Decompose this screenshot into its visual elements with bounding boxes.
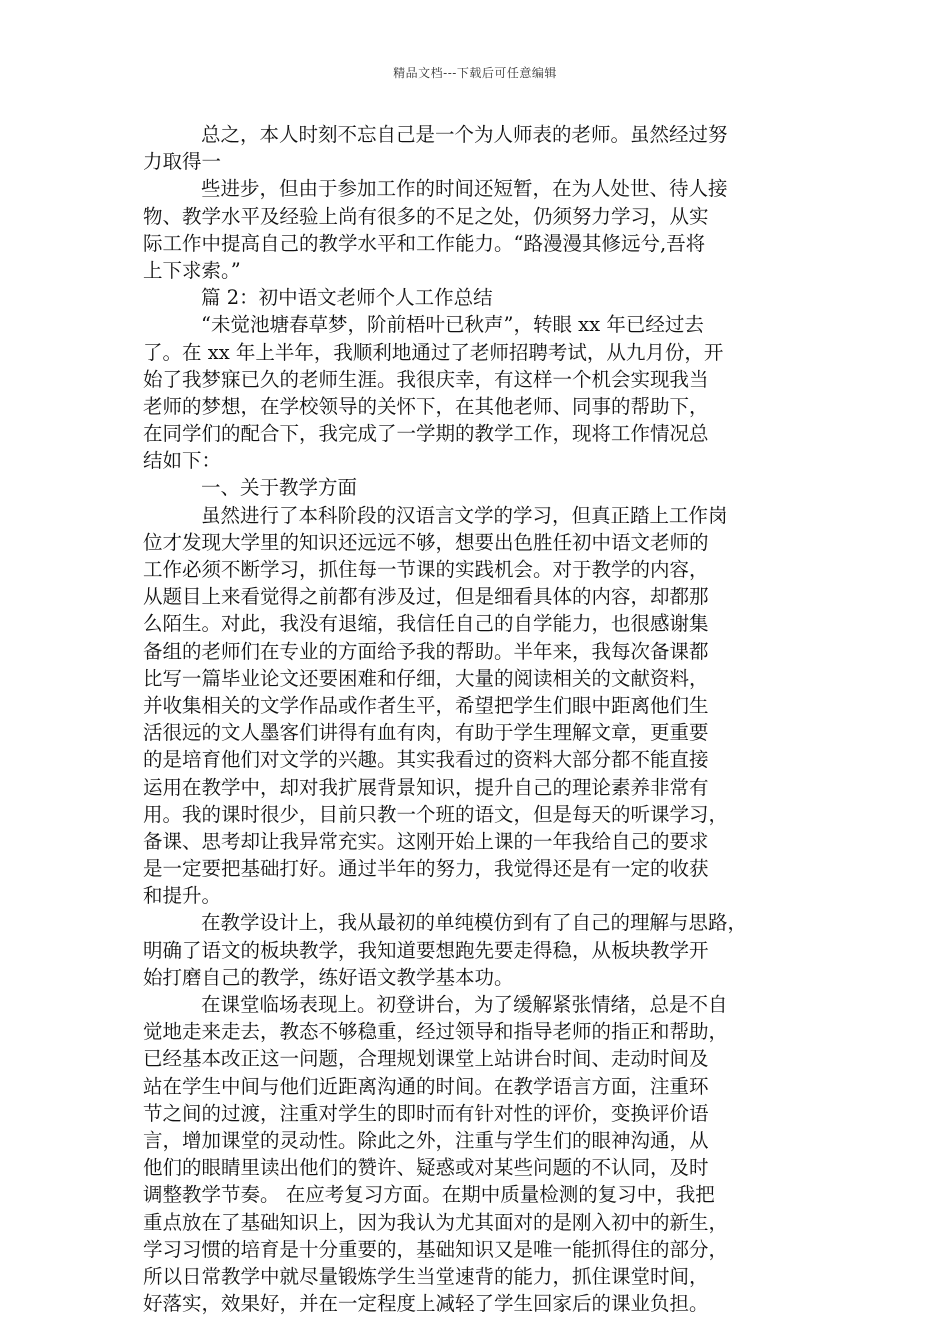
- text-line: 物、教学水平及经验上尚有很多的不足之处，仍须努力学习，从实: [143, 204, 709, 228]
- text-line: 上下求索。”: [143, 258, 241, 282]
- text-line: 是一定要把基础打好。通过半年的努力，我觉得还是有一定的收获: [143, 857, 709, 881]
- text-line: 活很远的文人墨客们讲得有血有肉，有助于学生理解文章，更重要: [143, 721, 709, 745]
- text-line: 一、关于教学方面: [201, 476, 358, 500]
- text-line: 位才发现大学里的知识还远远不够，想要出色胜任初中语文老师的: [143, 530, 709, 554]
- text-line: 他们的眼睛里读出他们的赞许、疑惑或对某些问题的不认同，及时: [143, 1156, 709, 1180]
- text-line: 么陌生。对此，我没有退缩，我信任自己的自学能力，也很感谢集: [143, 612, 709, 636]
- text-line: 和提升。: [143, 884, 222, 908]
- text-line: 在同学们的配合下，我完成了一学期的教学工作，现将工作情况总: [143, 422, 709, 446]
- text-line: 在教学设计上，我从最初的单纯模仿到有了自己的理解与思路，: [201, 911, 748, 935]
- text-line: 老师的梦想，在学校领导的关怀下，在其他老师、同事的帮助下，: [143, 394, 709, 418]
- text-line: 重点放在了基础知识上，因为我认为尤其面对的是刚入初中的新生，: [143, 1210, 729, 1234]
- text-line: 比写一篇毕业论文还要困难和仔细，大量的阅读相关的文献资料，: [143, 666, 709, 690]
- text-line: 并收集相关的文学作品或作者生平，希望把学生们眼中距离他们生: [143, 693, 709, 717]
- text-line: 已经基本改正这一问题，合理规划课堂上站讲台时间、走动时间及: [143, 1047, 709, 1071]
- text-line: 些进步，但由于参加工作的时间还短暂，在为人处世、待人接: [201, 177, 728, 201]
- text-line: 运用在教学中，却对我扩展背景知识，提升自己的理论素养非常有: [143, 775, 709, 799]
- text-line: 总之，本人时刻不忘自己是一个为人师表的老师。虽然经过努: [201, 123, 728, 146]
- text-line: 备组的老师们在专业的方面给予我的帮助。半年来，我每次备课都: [143, 639, 709, 663]
- text-line: 工作必须不断学习，抓住每一节课的实践机会。对于教学的内容，: [143, 558, 709, 581]
- text-line: 了。在 xx 年上半年，我顺利地通过了老师招聘考试，从九月份，开: [143, 340, 724, 364]
- text-line: 从题目上来看觉得之前都有涉及过，但是细看具体的内容，却都那: [143, 585, 709, 609]
- text-line: 篇 2：初中语文老师个人工作总结: [201, 286, 493, 310]
- text-line: 虽然进行了本科阶段的汉语言文学的学习，但真正踏上工作岗: [201, 503, 728, 527]
- text-line: 站在学生中间与他们近距离沟通的时间。在教学语言方面，注重环: [143, 1074, 709, 1098]
- text-line: 调整教学节奏。 在应考复习方面。在期中质量检测的复习中，我把: [143, 1183, 715, 1207]
- text-line: 始打磨自己的教学，练好语文教学基本功。: [143, 965, 514, 989]
- document-body: [143, 121, 810, 1317]
- page-header: 精品文档---下载后可任意编辑: [393, 66, 557, 80]
- text-line: 觉地走来走去，教态不够稳重，经过领导和指导老师的指正和帮助，: [143, 1020, 729, 1044]
- text-line: “未觉池塘春草梦，阶前梧叶已秋声”，转眼 xx 年已经过去: [201, 313, 704, 337]
- text-line: 结如下：: [143, 449, 222, 473]
- text-line: 学习习惯的培育是十分重要的，基础知识又是唯一能抓得住的部分，: [143, 1237, 729, 1261]
- text-line: 备课、思考却让我异常充实。这刚开始上课的一年我给自己的要求: [143, 829, 709, 853]
- text-line: 节之间的过渡，注重对学生的即时而有针对性的评价，变换评价语: [143, 1101, 709, 1125]
- text-line: 所以日常教学中就尽量锻炼学生当堂速背的能力，抓住课堂时间，: [143, 1264, 709, 1288]
- text-line: 在课堂临场表现上。初登讲台，为了缓解紧张情绪，总是不自: [201, 993, 728, 1016]
- text-line: 明确了语文的板块教学，我知道要想跑先要走得稳，从板块教学开: [143, 938, 709, 962]
- text-line: 好落实，效果好，并在一定程度上减轻了学生回家后的课业负担。: [143, 1292, 709, 1316]
- text-line: 用。我的课时很少，目前只教一个班的语文，但是每天的听课学习，: [143, 802, 729, 826]
- text-line: 的是培育他们对文学的兴趣。其实我看过的资料大部分都不能直接: [143, 748, 709, 772]
- text-line: 际工作中提高自己的教学水平和工作能力。“路漫漫其修远兮,吾将: [143, 231, 706, 255]
- text-line: 力取得一: [143, 150, 222, 174]
- text-line: 始了我梦寐已久的老师生涯。我很庆幸，有这样一个机会实现我当: [143, 367, 709, 391]
- text-line: 言，增加课堂的灵动性。除此之外，注重与学生们的眼神沟通，从: [143, 1128, 709, 1152]
